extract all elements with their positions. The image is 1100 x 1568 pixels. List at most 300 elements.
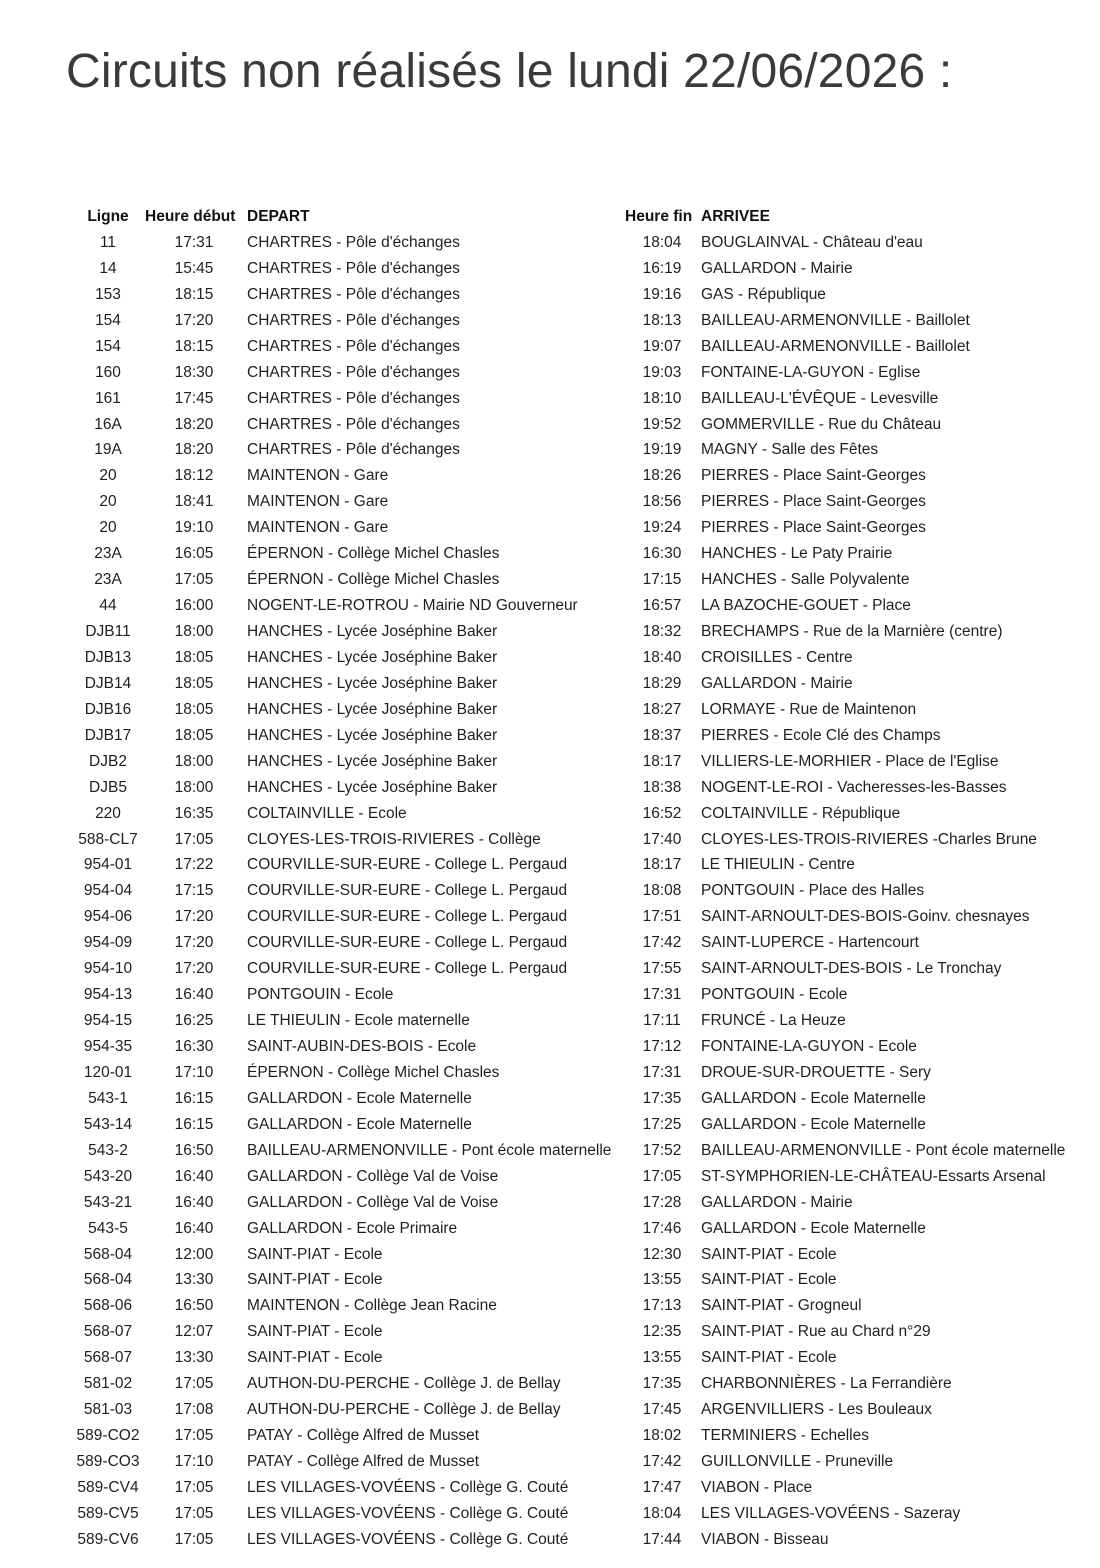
cell-arrivee: PIERRES - Place Saint-Georges [701,467,926,485]
cell-heure-fin: 17:35 [642,1089,682,1107]
cell-ligne: 543-21 [83,1193,133,1211]
table-row [0,282,1100,308]
cell-ligne: 19A [94,441,122,459]
cell-depart: CHARTRES - Pôle d'échanges [247,311,460,329]
cell-heure-fin: 16:52 [642,804,682,822]
cell-heure-fin: 17:47 [642,1478,682,1496]
cell-heure-debut: 17:05 [174,1530,214,1548]
cell-arrivee: PIERRES - Place Saint-Georges [701,493,926,511]
cell-heure-debut: 18:00 [174,778,214,796]
header-heure-fin: Heure fin [625,208,693,225]
table-row [0,489,1100,515]
cell-arrivee: BAILLEAU-L'ÉVÊQUE - Levesville [701,389,939,407]
cell-depart: CHARTRES - Pôle d'échanges [247,389,460,407]
cell-depart: PONTGOUIN - Ecole [247,986,394,1004]
cell-heure-fin: 16:30 [642,545,682,563]
cell-arrivee: LORMAYE - Rue de Maintenon [701,700,917,718]
cell-heure-fin: 16:19 [642,259,682,277]
table-row [0,1267,1100,1293]
cell-arrivee: GALLARDON - Mairie [701,259,853,277]
cell-arrivee: SAINT-PIAT - Ecole [701,1271,837,1289]
cell-arrivee: GAS - République [701,285,826,303]
cell-heure-debut: 17:20 [174,908,214,926]
cell-ligne: 154 [95,311,121,329]
cell-heure-debut: 16:05 [174,545,214,563]
cell-depart: HANCHES - Lycée Joséphine Baker [247,700,498,718]
table-row [0,1293,1100,1319]
circuits-table [0,204,1100,1553]
cell-heure-debut: 16:25 [174,1012,214,1030]
cell-arrivee: NOGENT-LE-ROI - Vacheresses-les-Basses [701,778,1007,796]
cell-arrivee: SAINT-PIAT - Ecole [701,1349,837,1367]
cell-arrivee: BAILLEAU-ARMENONVILLE - Baillolet [701,311,970,329]
cell-depart: PATAY - Collège Alfred de Musset [247,1453,480,1470]
cell-depart: BAILLEAU-ARMENONVILLE - Pont école maternelle [247,1141,612,1159]
cell-depart: LES VILLAGES-VOVÉENS - Collège G. Couté [247,1478,569,1496]
table-row [0,671,1100,697]
cell-heure-fin: 18:04 [642,1504,682,1522]
cell-heure-debut: 18:15 [174,337,214,355]
cell-arrivee: SAINT-PIAT - Grogneul [701,1297,862,1315]
table-row [0,956,1100,982]
cell-depart: COURVILLE-SUR-EURE - College L. Pergaud [247,908,568,926]
table-row [0,1138,1100,1164]
cell-arrivee: ST-SYMPHORIEN-LE-CHÂTEAU-Essarts Arsenal [701,1167,1046,1185]
table-row [0,775,1100,801]
table-row [0,1527,1100,1553]
header-depart: DEPART [247,208,310,225]
cell-arrivee: BOUGLAINVAL - Château d'eau [701,233,923,251]
cell-heure-fin: 18:29 [642,674,682,692]
cell-heure-debut: 16:40 [174,1193,214,1211]
table-header [0,204,1100,230]
table-row [0,256,1100,282]
cell-heure-fin: 18:17 [642,752,682,770]
table-row [0,1034,1100,1060]
cell-ligne: 954-15 [83,1012,133,1030]
cell-arrivee: PONTGOUIN - Place des Halles [701,882,925,900]
cell-ligne: 568-04 [83,1271,133,1289]
cell-heure-debut: 17:05 [174,1504,214,1522]
cell-heure-fin: 18:40 [642,648,682,666]
cell-heure-debut: 16:15 [174,1115,214,1133]
table-row [0,1112,1100,1138]
cell-ligne: DJB11 [85,623,131,640]
cell-heure-fin: 17:46 [642,1219,682,1237]
cell-depart: MAINTENON - Gare [247,493,389,511]
cell-heure-fin: 19:19 [642,441,682,459]
cell-ligne: 154 [95,337,121,355]
table-row [0,1164,1100,1190]
cell-depart: CHARTRES - Pôle d'échanges [247,259,460,277]
cell-arrivee: FRUNCÉ - La Heuze [701,1012,846,1030]
cell-arrivee: MAGNY - Salle des Fêtes [701,441,879,459]
table-row [0,878,1100,904]
cell-heure-debut: 16:50 [174,1297,214,1315]
cell-heure-debut: 17:10 [174,1063,214,1081]
cell-ligne: 44 [99,597,117,615]
table-row [0,1060,1100,1086]
cell-heure-debut: 13:30 [174,1349,214,1367]
table-body [0,230,1100,1553]
cell-ligne: 589-CO2 [76,1427,140,1445]
cell-arrivee: SAINT-ARNOULT-DES-BOIS - Le Tronchay [701,960,1002,978]
cell-depart: HANCHES - Lycée Joséphine Baker [247,778,498,796]
cell-ligne: DJB5 [89,778,127,796]
cell-ligne: 20 [99,467,117,485]
cell-depart: HANCHES - Lycée Joséphine Baker [247,752,498,770]
cell-heure-debut: 18:05 [174,648,214,666]
cell-depart: LES VILLAGES-VOVÉENS - Collège G. Couté [247,1504,569,1522]
cell-heure-debut: 13:30 [174,1271,214,1289]
cell-depart: COURVILLE-SUR-EURE - College L. Pergaud [247,934,568,952]
cell-heure-debut: 16:30 [174,1038,214,1055]
cell-ligne: 220 [95,804,121,822]
table-row [0,852,1100,878]
cell-depart: NOGENT-LE-ROTROU - Mairie ND Gouverneur [247,597,578,615]
cell-heure-debut: 16:35 [174,804,214,822]
cell-ligne: 14 [99,259,117,277]
cell-heure-debut: 18:00 [174,623,214,640]
cell-arrivee: COLTAINVILLE - République [701,804,901,822]
table-row [0,308,1100,334]
table-row [0,412,1100,438]
cell-heure-debut: 18:30 [174,363,214,381]
cell-depart: ÉPERNON - Collège Michel Chasles [247,571,500,589]
cell-ligne: 153 [95,285,121,303]
cell-depart: CLOYES-LES-TROIS-RIVIERES - Collège [247,830,541,848]
cell-heure-fin: 18:13 [642,311,682,329]
cell-depart: CHARTRES - Pôle d'échanges [247,441,460,459]
cell-heure-fin: 17:40 [642,830,682,848]
cell-depart: COLTAINVILLE - Ecole [247,804,407,822]
cell-depart: AUTHON-DU-PERCHE - Collège J. de Bellay [247,1375,561,1393]
cell-ligne: DJB2 [89,752,127,770]
cell-heure-fin: 17:13 [642,1297,682,1315]
cell-heure-fin: 18:38 [642,778,682,796]
cell-arrivee: LES VILLAGES-VOVÉENS - Sazeray [701,1504,961,1522]
table-row [0,230,1100,256]
cell-ligne: 543-14 [83,1115,133,1133]
cell-depart: SAINT-PIAT - Ecole [247,1271,383,1289]
cell-ligne: DJB16 [84,700,132,718]
cell-arrivee: BAILLEAU-ARMENONVILLE - Pont école maternelle [701,1141,1066,1159]
cell-ligne: 954-35 [83,1038,133,1055]
cell-heure-fin: 17:31 [642,986,682,1004]
cell-ligne: 589-CO3 [76,1453,140,1470]
table-row [0,749,1100,775]
cell-heure-fin: 17:12 [642,1038,682,1055]
cell-depart: HANCHES - Lycée Joséphine Baker [247,648,498,666]
cell-heure-debut: 17:05 [174,571,214,589]
cell-depart: ÉPERNON - Collège Michel Chasles [247,545,500,563]
cell-heure-debut: 17:45 [174,389,214,407]
cell-heure-fin: 13:55 [642,1349,682,1367]
cell-ligne: 589-CV6 [77,1530,139,1548]
cell-heure-fin: 17:45 [642,1401,682,1419]
cell-heure-debut: 17:20 [174,311,214,329]
cell-ligne: 954-10 [83,960,133,978]
cell-heure-fin: 18:02 [642,1427,682,1445]
cell-heure-fin: 18:56 [642,493,682,511]
cell-depart: MAINTENON - Gare [247,519,389,537]
cell-heure-debut: 16:40 [174,986,214,1004]
table-row [0,930,1100,956]
cell-arrivee: SAINT-LUPERCE - Hartencourt [701,934,919,952]
cell-arrivee: GALLARDON - Ecole Maternelle [701,1219,926,1237]
table-row [0,697,1100,723]
cell-heure-debut: 18:00 [174,752,214,770]
cell-heure-debut: 17:08 [174,1401,214,1419]
cell-heure-fin: 13:55 [642,1271,682,1289]
cell-ligne: DJB13 [84,648,132,666]
cell-ligne: 954-13 [83,986,133,1004]
cell-depart: GALLARDON - Collège Val de Voise [247,1193,499,1211]
cell-heure-fin: 17:44 [642,1530,682,1548]
cell-depart: SAINT-AUBIN-DES-BOIS - Ecole [247,1038,477,1055]
table-row [0,1086,1100,1112]
cell-heure-fin: 18:17 [642,856,682,874]
cell-heure-debut: 17:05 [174,1375,214,1393]
cell-heure-debut: 18:12 [174,467,214,485]
cell-arrivee: BRECHAMPS - Rue de la Marnière (centre) [701,623,1003,640]
cell-heure-fin: 12:35 [642,1323,682,1341]
cell-heure-debut: 17:05 [174,1427,214,1445]
cell-heure-debut: 17:10 [174,1453,214,1470]
cell-arrivee: FONTAINE-LA-GUYON - Ecole [701,1038,917,1055]
cell-heure-debut: 18:41 [174,493,214,511]
header-arrivee: ARRIVEE [701,208,770,225]
cell-arrivee: CLOYES-LES-TROIS-RIVIERES -Charles Brune [701,830,1037,848]
cell-heure-debut: 17:20 [174,960,214,978]
cell-heure-debut: 16:50 [174,1141,214,1159]
cell-depart: COURVILLE-SUR-EURE - College L. Pergaud [247,856,568,874]
cell-depart: ÉPERNON - Collège Michel Chasles [247,1063,500,1081]
cell-heure-debut: 16:40 [174,1167,214,1185]
cell-depart: PATAY - Collège Alfred de Musset [247,1427,480,1445]
table-row [0,1475,1100,1501]
cell-arrivee: BAILLEAU-ARMENONVILLE - Baillolet [701,337,970,355]
cell-depart: HANCHES - Lycée Joséphine Baker [247,674,498,692]
table-row [0,567,1100,593]
cell-ligne: 20 [99,519,117,537]
cell-ligne: 20 [99,493,117,511]
table-row [0,515,1100,541]
cell-heure-fin: 17:25 [642,1115,682,1133]
cell-depart: CHARTRES - Pôle d'échanges [247,363,460,381]
page-title: Circuits non réalisés le lundi 22/06/2026 : [66,45,953,98]
cell-heure-debut: 16:15 [174,1089,214,1107]
cell-arrivee: SAINT-PIAT - Rue au Chard n°29 [701,1323,931,1341]
cell-arrivee: SAINT-ARNOULT-DES-BOIS-Goinv. chesnayes [701,908,1030,926]
cell-heure-fin: 19:03 [642,363,682,381]
cell-ligne: 161 [95,389,121,407]
cell-ligne: 543-20 [83,1167,133,1185]
cell-ligne: 568-04 [83,1245,133,1263]
cell-arrivee: GUILLONVILLE - Pruneville [701,1453,894,1470]
cell-depart: COURVILLE-SUR-EURE - College L. Pergaud [247,882,568,900]
cell-depart: GALLARDON - Ecole Maternelle [247,1115,472,1133]
cell-depart: LE THIEULIN - Ecole maternelle [247,1012,470,1030]
cell-heure-fin: 19:16 [642,285,682,303]
cell-arrivee: LE THIEULIN - Centre [701,856,855,874]
cell-ligne: 543-2 [88,1141,128,1159]
cell-heure-fin: 19:52 [642,415,682,433]
cell-heure-debut: 17:15 [174,882,214,900]
cell-heure-fin: 17:55 [642,960,682,978]
table-row [0,1008,1100,1034]
cell-heure-fin: 17:35 [642,1375,682,1393]
cell-depart: GALLARDON - Ecole Primaire [247,1219,458,1237]
cell-heure-debut: 12:07 [174,1323,214,1341]
cell-arrivee: VILLIERS-LE-MORHIER - Place de l'Eglise [701,752,999,770]
cell-heure-debut: 18:05 [174,700,214,718]
header-ligne: Ligne [87,208,129,225]
cell-ligne: 588-CL7 [78,830,138,848]
cell-depart: COURVILLE-SUR-EURE - College L. Pergaud [247,960,568,978]
table-row [0,801,1100,827]
cell-ligne: DJB14 [84,674,132,692]
cell-arrivee: GOMMERVILLE - Rue du Château [701,415,942,433]
table-row [0,1501,1100,1527]
cell-heure-fin: 18:26 [642,467,682,485]
cell-heure-fin: 17:11 [643,1012,681,1030]
cell-heure-debut: 17:31 [174,233,214,251]
cell-heure-debut: 19:10 [174,519,214,537]
cell-arrivee: SAINT-PIAT - Ecole [701,1245,837,1263]
table-row [0,982,1100,1008]
cell-heure-debut: 18:20 [174,441,214,459]
cell-heure-fin: 17:42 [642,934,682,952]
cell-heure-fin: 17:42 [642,1453,682,1470]
cell-arrivee: LA BAZOCHE-GOUET - Place [701,597,911,615]
table-row [0,334,1100,360]
cell-heure-debut: 16:00 [174,597,214,615]
cell-depart: SAINT-PIAT - Ecole [247,1323,383,1341]
cell-heure-fin: 18:04 [642,233,682,251]
cell-depart: AUTHON-DU-PERCHE - Collège J. de Bellay [247,1401,561,1419]
cell-depart: SAINT-PIAT - Ecole [247,1349,383,1367]
cell-ligne: 954-09 [83,934,133,952]
table-row [0,619,1100,645]
cell-ligne: 954-04 [83,882,133,900]
cell-depart: GALLARDON - Ecole Maternelle [247,1089,472,1107]
cell-heure-debut: 18:05 [174,674,214,692]
table-row [0,1423,1100,1449]
cell-heure-debut: 16:40 [174,1219,214,1237]
cell-heure-debut: 17:22 [174,856,214,874]
cell-heure-fin: 17:52 [642,1141,682,1159]
cell-depart: SAINT-PIAT - Ecole [247,1245,383,1263]
cell-ligne: 568-06 [83,1297,133,1315]
cell-heure-fin: 12:30 [642,1245,682,1263]
cell-arrivee: VIABON - Bisseau [701,1530,829,1548]
table-row [0,1397,1100,1423]
cell-heure-fin: 19:24 [642,519,682,537]
table-row [0,1449,1100,1475]
cell-arrivee: DROUE-SUR-DROUETTE - Sery [701,1063,931,1081]
cell-ligne: 16A [94,415,122,433]
cell-ligne: 589-CV5 [77,1504,139,1522]
cell-heure-debut: 18:15 [174,285,214,303]
table-row [0,463,1100,489]
cell-ligne: 23A [94,545,122,563]
cell-ligne: 23A [94,571,122,589]
table-row [0,1319,1100,1345]
cell-depart: HANCHES - Lycée Joséphine Baker [247,623,498,640]
table-row [0,360,1100,386]
cell-heure-fin: 18:37 [642,726,682,744]
table-row [0,723,1100,749]
table-row [0,386,1100,412]
cell-ligne: 568-07 [83,1349,133,1367]
cell-arrivee: HANCHES - Salle Polyvalente [701,571,910,589]
cell-heure-fin: 18:10 [642,389,682,407]
cell-heure-debut: 17:05 [174,1478,214,1496]
cell-heure-debut: 15:45 [174,259,214,277]
cell-depart: LES VILLAGES-VOVÉENS - Collège G. Couté [247,1530,569,1548]
cell-heure-fin: 16:57 [642,597,682,615]
cell-ligne: 581-02 [83,1375,133,1393]
cell-arrivee: HANCHES - Le Paty Prairie [701,545,893,563]
cell-ligne: 568-07 [83,1323,133,1341]
cell-depart: GALLARDON - Collège Val de Voise [247,1167,499,1185]
cell-arrivee: GALLARDON - Ecole Maternelle [701,1115,926,1133]
cell-heure-fin: 18:08 [642,882,682,900]
cell-depart: MAINTENON - Gare [247,467,389,485]
cell-arrivee: VIABON - Place [701,1478,813,1496]
cell-depart: CHARTRES - Pôle d'échanges [247,285,460,303]
cell-heure-fin: 19:07 [642,337,682,355]
cell-heure-debut: 17:20 [174,934,214,952]
cell-ligne: 954-01 [83,856,133,874]
cell-ligne: 160 [95,363,121,381]
cell-depart: CHARTRES - Pôle d'échanges [247,415,460,433]
table-row [0,593,1100,619]
cell-ligne: DJB17 [84,726,132,744]
cell-depart: HANCHES - Lycée Joséphine Baker [247,726,498,744]
cell-arrivee: FONTAINE-LA-GUYON - Eglise [701,363,921,381]
cell-heure-fin: 17:51 [642,908,682,926]
cell-ligne: 11 [99,233,117,251]
cell-arrivee: GALLARDON - Ecole Maternelle [701,1089,926,1107]
table-row [0,1371,1100,1397]
cell-heure-fin: 18:27 [642,700,682,718]
cell-ligne: 543-1 [88,1089,128,1107]
cell-arrivee: TERMINIERS - Echelles [701,1427,869,1445]
cell-heure-fin: 17:05 [642,1167,682,1185]
cell-ligne: 954-06 [83,908,133,926]
cell-arrivee: GALLARDON - Mairie [701,1193,853,1211]
cell-arrivee: PIERRES - Ecole Clé des Champs [701,726,941,744]
cell-ligne: 589-CV4 [77,1478,139,1496]
table-row [0,437,1100,463]
cell-heure-fin: 17:31 [642,1063,682,1081]
cell-depart: MAINTENON - Collège Jean Racine [247,1297,497,1315]
cell-depart: CHARTRES - Pôle d'échanges [247,233,460,251]
cell-arrivee: ARGENVILLIERS - Les Bouleaux [701,1401,932,1419]
table-row [0,827,1100,853]
cell-arrivee: PONTGOUIN - Ecole [701,986,848,1004]
cell-heure-fin: 17:15 [642,571,682,589]
cell-heure-debut: 12:00 [174,1245,214,1263]
table-row [0,541,1100,567]
table-row [0,904,1100,930]
table-row [0,1345,1100,1371]
cell-heure-debut: 17:05 [174,830,214,848]
header-heure-debut: Heure début [145,208,236,225]
table-row [0,645,1100,671]
